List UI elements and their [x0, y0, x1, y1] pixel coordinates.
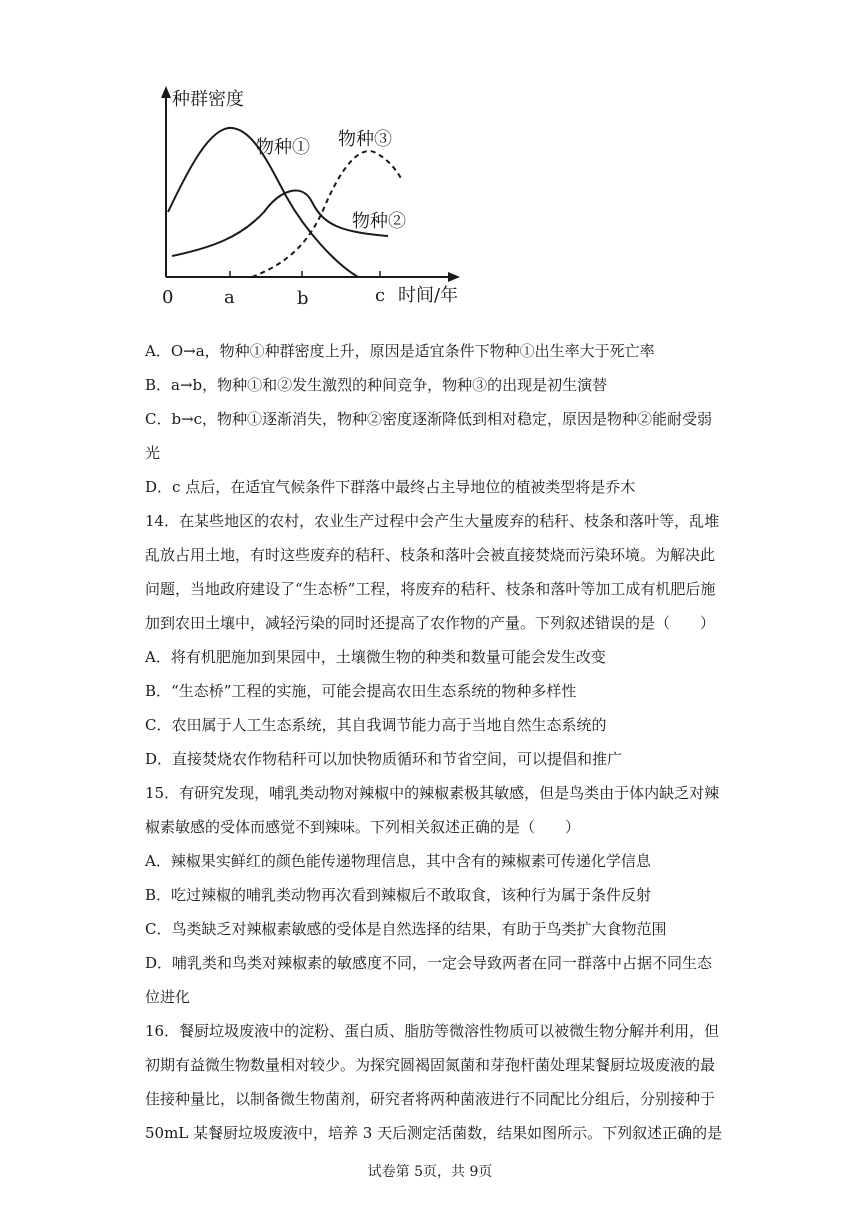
population-density-figure: [140, 78, 480, 318]
q13-option-b: B．a→b，物种①和②发生激烈的种间竞争，物种③的出现是初生演替: [145, 376, 608, 394]
x-tick-label-b: b: [297, 288, 309, 309]
q13-option-a: A．O→a，物种①种群密度上升，原因是适宜条件下物种①出生率大于死亡率: [145, 342, 655, 360]
species-3-label: 物种③: [338, 129, 392, 150]
q15-option-a: A．辣椒果实鲜红的颜色能传递物理信息，其中含有的辣椒素可传递化学信息: [145, 852, 651, 870]
x-tick-label-c: c: [375, 285, 386, 306]
origin-label: 0: [162, 287, 174, 308]
q13-option-d: D．c 点后，在适宜气候条件下群落中最终占主导地位的植被类型将是乔木: [145, 478, 636, 496]
q15-option-d-continued: 位进化: [145, 988, 191, 1006]
q15-stem-line-2: 椒素敏感的受体而感觉不到辣味。下列相关叙述正确的是（ ）: [145, 818, 581, 836]
population-density-graph: [140, 78, 480, 318]
y-axis-label: 种群密度: [172, 89, 244, 110]
q16-stem-line-3: 佳接种量比，以制备微生物菌剂，研究者将两种菌液进行不同配比分组后，分别接种于: [145, 1090, 716, 1108]
q16-stem-line-2: 初期有益微生物数量相对较少。为探究圆褐固氮菌和芽孢杆菌处理某餐厨垃圾废液的最: [145, 1056, 716, 1074]
q15-option-c: C．鸟类缺乏对辣椒素敏感的受体是自然选择的结果，有助于鸟类扩大食物范围: [145, 920, 667, 938]
q16-stem-line-4: 50mL 某餐厨垃圾废液中，培养 3 天后测定活菌数，结果如图所示。下列叙述正确的是: [145, 1124, 723, 1142]
y-axis-arrow: [161, 86, 171, 98]
q14-option-c: C．农田属于人工生态系统，其自我调节能力高于当地自然生态系统的: [145, 716, 607, 734]
x-tick-label-a: a: [224, 287, 235, 308]
q14-option-a: A．将有机肥施加到果园中，土壤微生物的种类和数量可能会发生改变: [145, 648, 606, 666]
q14-option-d: D．直接焚烧农作物秸秆可以加快物质循环和节省空间，可以提倡和推广: [145, 750, 623, 768]
q14-option-b: B．“生态桥”工程的实施，可能会提高农田生态系统的物种多样性: [145, 682, 577, 700]
q14-stem-line-4: 加到农田土壤中，减轻污染的同时还提高了农作物的产量。下列叙述错误的是（ ）: [145, 614, 716, 632]
q15-stem-line-1: 15．有研究发现，哺乳类动物对辣椒中的辣椒素极其敏感，但是鸟类由于体内缺乏对辣: [145, 784, 720, 802]
q16-stem-line-1: 16．餐厨垃圾废液中的淀粉、蛋白质、脂肪等微溶性物质可以被微生物分解并利用，但: [145, 1022, 720, 1040]
q15-option-b: B．吃过辣椒的哺乳类动物再次看到辣椒后不敢取食，该种行为属于条件反射: [145, 886, 652, 904]
q13-option-c-continued: 光: [145, 444, 161, 462]
species-2-label: 物种②: [352, 211, 406, 232]
x-axis-label: 时间/年: [398, 285, 459, 306]
page-footer: 试卷第 5页，共 9页: [367, 1164, 493, 1180]
q14-stem-line-3: 问题，当地政府建设了“生态桥”工程，将废弃的秸秆、枝条和落叶等加工成有机肥后施: [145, 580, 716, 598]
q13-option-c: C．b→c，物种①逐渐消失，物种②密度逐渐降低到相对稳定，原因是物种②能耐受弱: [145, 410, 713, 428]
q15-option-d: D．哺乳类和鸟类对辣椒素的敏感度不同，一定会导致两者在同一群落中占据不同生态: [145, 954, 713, 972]
species-1-label: 物种①: [256, 137, 310, 158]
x-axis-arrow: [448, 272, 460, 282]
q14-stem-line-1: 14．在某些地区的农村，农业生产过程中会产生大量废弃的秸秆、枝条和落叶等，乱堆: [145, 512, 720, 530]
q14-stem-line-2: 乱放占用土地，有时这些废弃的秸秆、枝条和落叶会被直接焚烧而污染环境。为解决此: [145, 546, 716, 564]
